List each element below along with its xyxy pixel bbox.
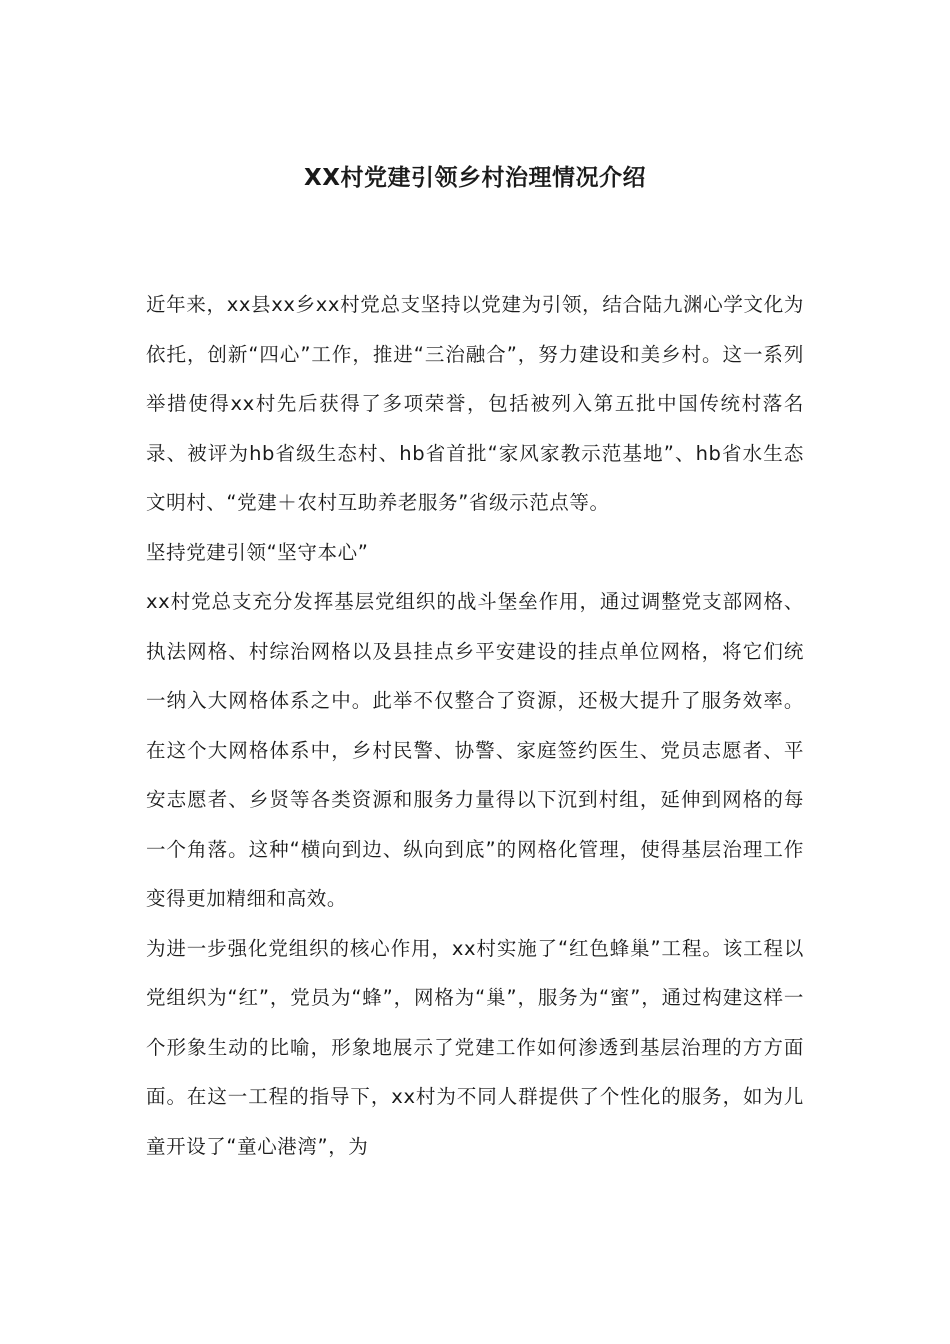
document-body (146, 280, 804, 1171)
paragraph-intro: 近年来，xx县xx乡xx村党总支坚持以党建为引领，结合陆九渊心学文化为依托，创新“四心”工作，推进“三治融合”，努力建设和美乡村。这一系列举措使得xx村先后获得了多项荣誉，包括被列入第五批中国传统村落名录、被评为hb省级生态村、hb省首批“家风家教示范基地”、hb省水生态文明村、“党建＋农村互助养老服务”省级示范点等。 (146, 293, 804, 514)
section-heading: 坚持党建引领“坚守本心” (146, 540, 369, 564)
document-title: XX村党建引领乡村治理情况介绍 (304, 165, 646, 191)
paragraph-red-hive: 为进一步强化党组织的核心作用，xx村实施了“红色蜂巢”工程。该工程以党组织为“红”，党员为“蜂”，网格为“巢”，服务为“蜜”，通过构建这样一个形象生动的比喻，形象地展示了党建工作如何渗透到基层治理的方方面面。在这一工程的指导下，xx村为不同人群提供了个性化的服务，如为儿童开设了“童心港湾”，为 (146, 936, 804, 1158)
paragraph-grid-management: xx村党总支充分发挥基层党组织的战斗堡垒作用，通过调整党支部网格、执法网格、村综治网格以及县挂点乡平安建设的挂点单位网格，将它们统一纳入大网格体系之中。此举不仅整合了资源，还极大提升了服务效率。在这个大网格体系中，乡村民警、协警、家庭签约医生、党员志愿者、平安志愿者、乡贤等各类资源和服务力量得以下沉到村组，延伸到网格的每一个角落。这种“横向到边、纵向到底”的网格化管理，使得基层治理工作变得更加精细和高效。 (146, 590, 804, 910)
